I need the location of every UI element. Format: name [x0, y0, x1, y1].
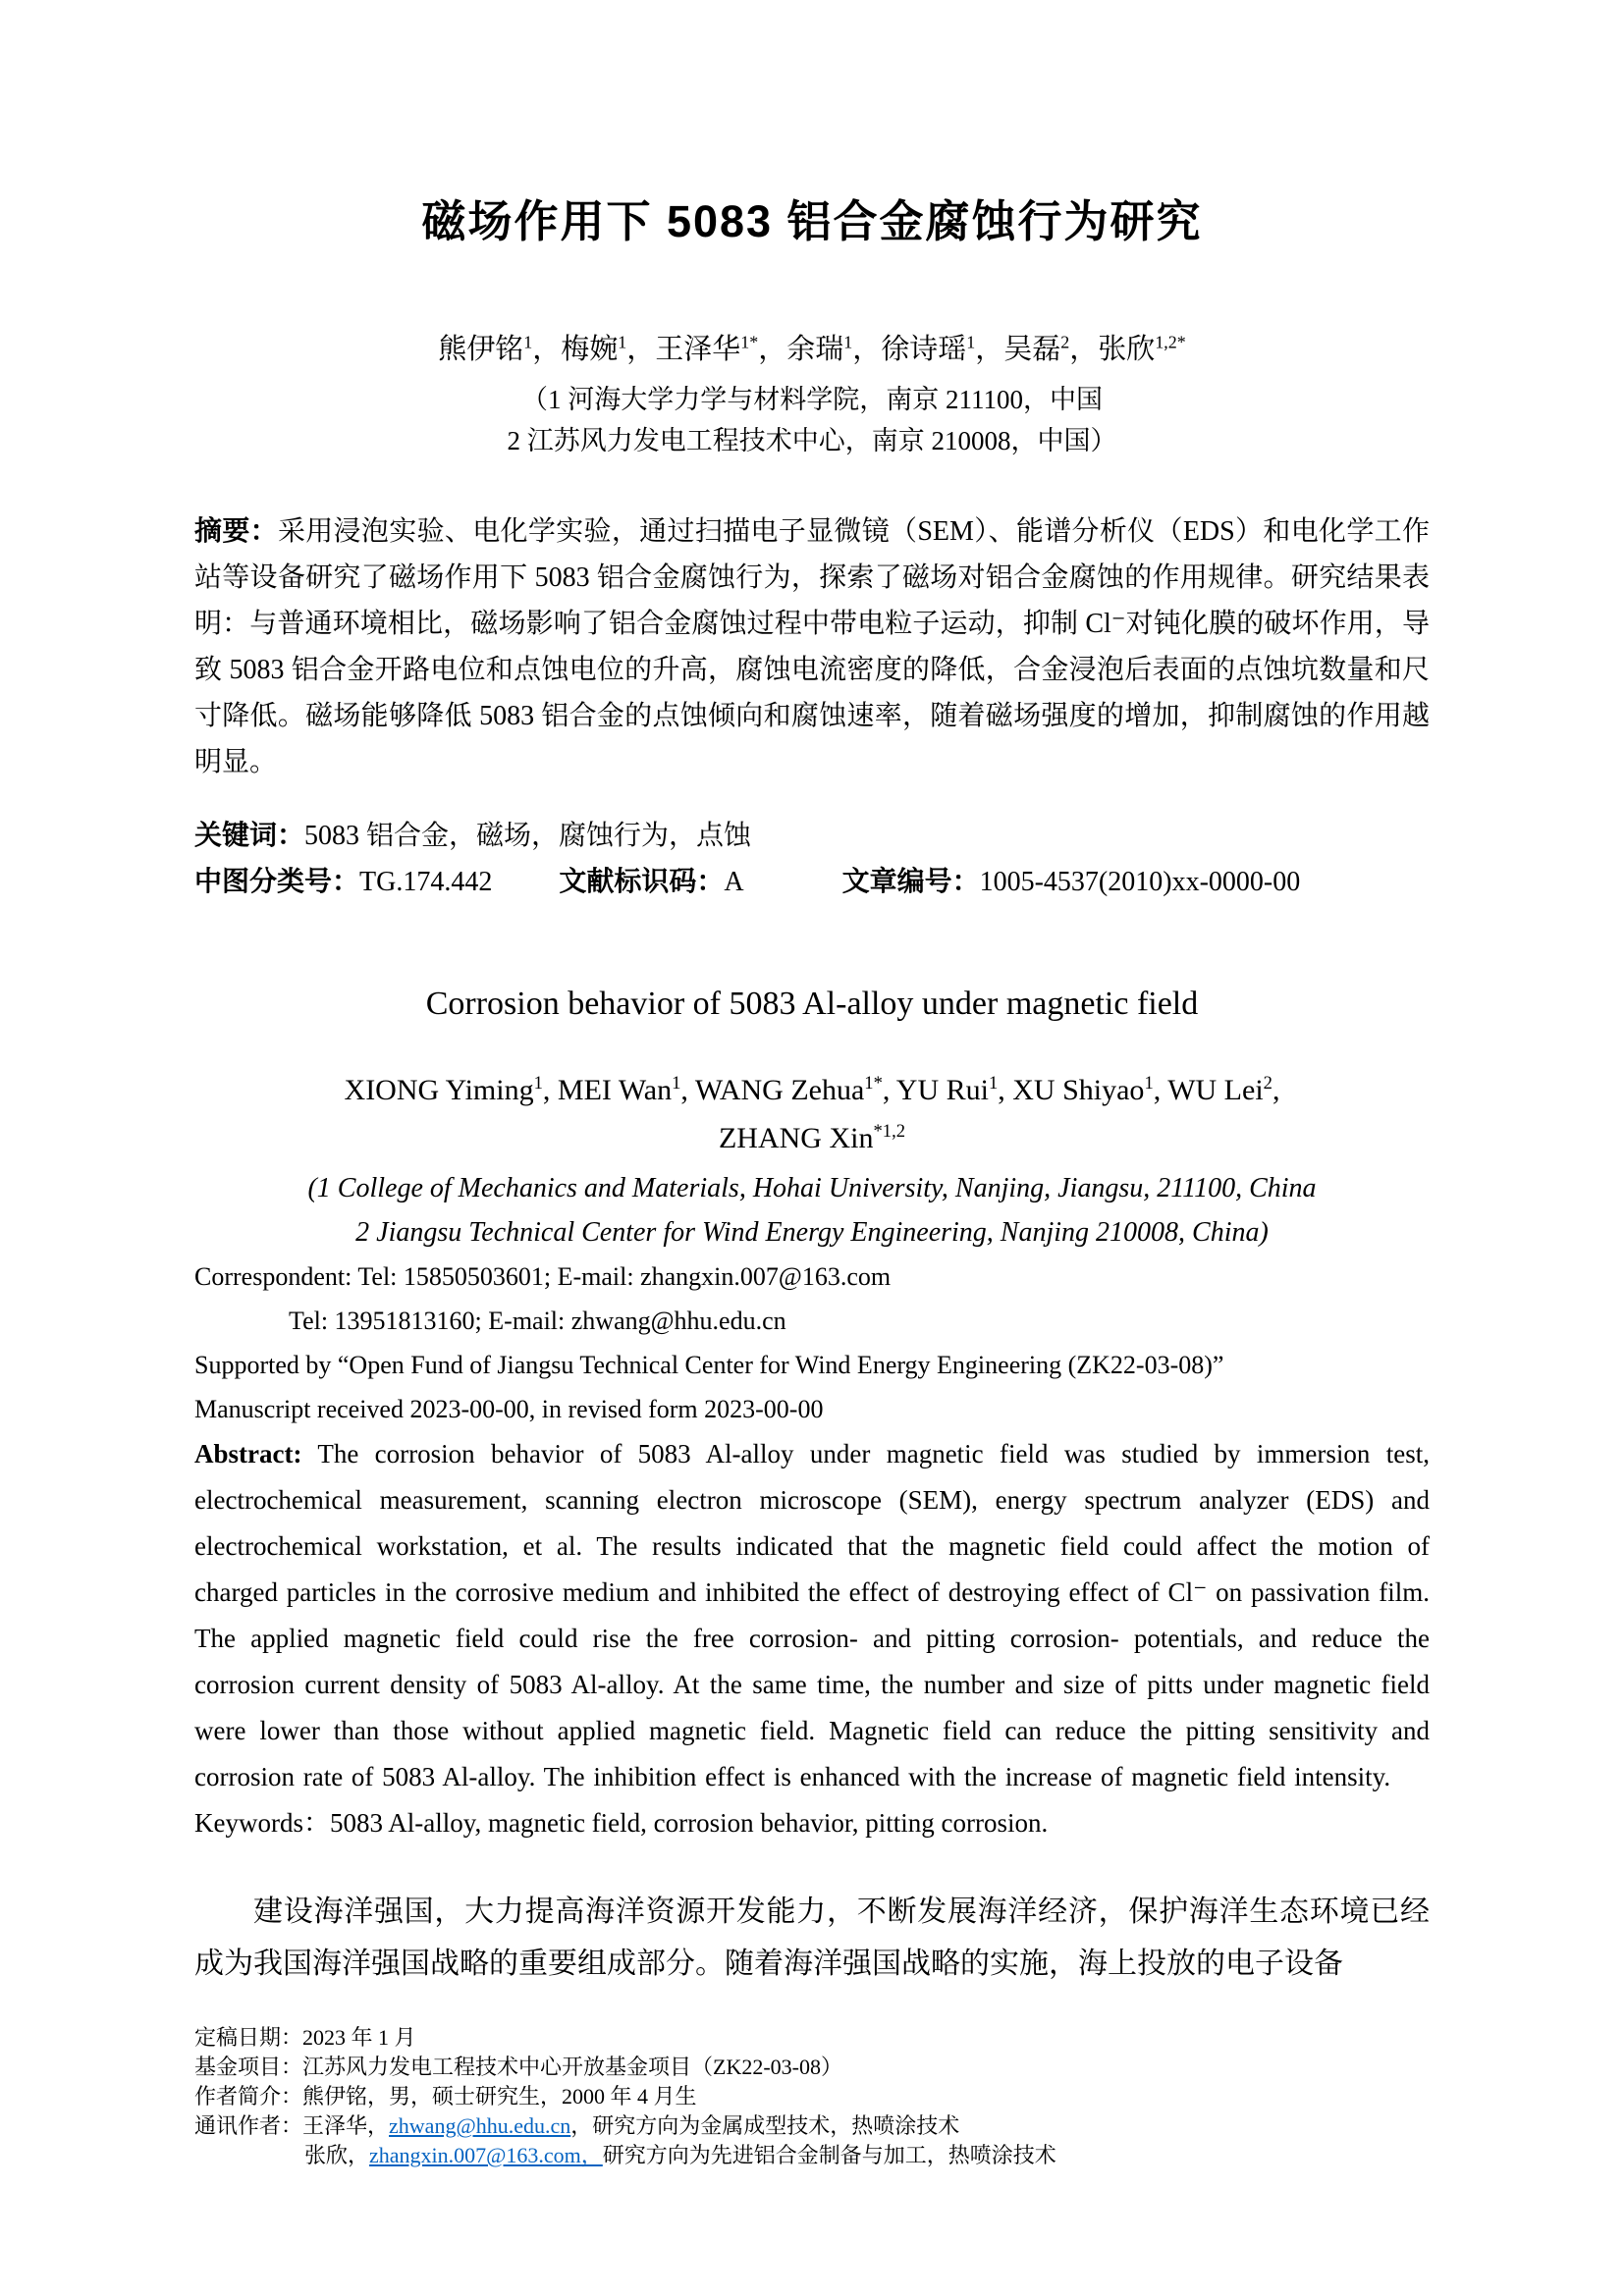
affiliation-cn-1: （1 河海大学力学与材料学院，南京 211100，中国	[521, 385, 1103, 414]
author-name: 余瑞	[786, 334, 844, 365]
author-separator: ，	[758, 334, 787, 365]
footnote-fund-value: 江苏风力发电工程技术中心开放基金项目（ZK22-03-08）	[302, 2055, 842, 2079]
author-name: MEI Wan	[557, 1074, 673, 1106]
article-id-group	[842, 867, 1301, 897]
author-en	[695, 1074, 896, 1106]
footnote-bio-label: 作者简介：	[194, 2084, 303, 2109]
classification-line	[194, 859, 1430, 905]
author-name: XU Shiyao	[1012, 1074, 1145, 1106]
footnote-bio	[194, 2082, 1430, 2111]
footnote-corr1-rest: ，研究方向为金属成型技术，热喷涂技术	[570, 2113, 960, 2138]
email-link-zhangxin[interactable]: zhangxin.007@163.com，	[369, 2143, 603, 2167]
author-name: WU Lei	[1167, 1074, 1264, 1106]
author-separator: ,	[542, 1074, 558, 1106]
footnote-date-label: 定稿日期：	[194, 2025, 303, 2050]
author-cn	[438, 334, 561, 365]
correspondent-line-2: Tel: 13951813160; E-mail: zhwang@hhu.edu.cn	[289, 1307, 786, 1335]
author-name: 梅婉	[561, 334, 619, 365]
authors-en-line-1	[194, 1066, 1430, 1114]
author-superscript: 2	[1263, 1073, 1272, 1094]
author-cn	[655, 334, 786, 365]
author-separator: ，	[975, 334, 1004, 365]
author-cn	[561, 334, 655, 365]
author-superscript: 1	[1144, 1073, 1154, 1094]
keywords-cn-text: 5083 铝合金，磁场，腐蚀行为，点蚀	[304, 821, 752, 851]
clc-label: 中图分类号：	[194, 867, 360, 897]
correspondent-line-1: Correspondent: Tel: 15850503601; E-mail: zhangxin.007@163.com	[194, 1262, 892, 1291]
footnotes	[194, 2023, 1430, 2170]
keywords-en-text: 5083 Al-alloy, magnetic field, corrosion behavior, pitting corrosion.	[329, 1808, 1049, 1838]
footnote-correspondent-1	[194, 2111, 1430, 2141]
author-superscript: 1	[988, 1073, 999, 1094]
author-cn	[1098, 334, 1185, 365]
author-name: YU Rui	[895, 1074, 989, 1106]
author-name: XIONG Yiming	[344, 1074, 534, 1106]
author-separator: ,	[680, 1074, 695, 1106]
author-superscript: 1,2*	[1155, 332, 1186, 352]
author-separator: ，	[532, 334, 562, 365]
keywords-en-label: Keywords：	[194, 1808, 330, 1838]
doc-code-label: 文献标识码：	[559, 867, 725, 897]
authors-cn	[194, 330, 1430, 369]
intro-paragraph-cn: 建设海洋强国，大力提高海洋资源开发能力，不断发展海洋经济，保护海洋生态环境已经成为我国海洋强国战略的重要组成部分。随着海洋强国战略的实施，海上投放的电子设备	[194, 1896, 1430, 1980]
footnote-corr2-name: 张欣，	[304, 2143, 370, 2167]
keywords-en	[194, 1800, 1430, 1846]
author-name: 吴磊	[1003, 334, 1061, 365]
author-en	[558, 1074, 695, 1106]
abstract-en-text: The corrosion behavior of 5083 Al-alloy under magnetic field was studied by immersion test, electrochemical measurement, scanning electron microscope (SEM), energy spectrum analyzer (EDS) and electrochemical workstation, et al. The results indicated that the magnetic field could affect the motion of charged particles in the corrosive medium and inhibited the effect of destroying effect of Cl⁻ on passivation film. The applied magnetic field could rise the free corrosion- and pitting corrosion- potentials, and reduce the corrosion current density of 5083 Al-alloy. At the same time, the number and size of pitts under magnetic field were lower than those without applied magnetic field. Magnetic field can reduce the pitting sensitivity and corrosion rate of 5083 Al-alloy. The inhibition effect is enhanced with the increase of magnetic field intensity.	[194, 1439, 1430, 1791]
footnote-corr-label: 通讯作者：	[194, 2113, 303, 2138]
paper-title-cn: 磁场作用下 5083 铝合金腐蚀行为研究	[421, 196, 1203, 246]
author-separator: ,	[882, 1074, 896, 1106]
footnote-corr2-rest: 研究方向为先进铝合金制备与加工，热喷涂技术	[602, 2143, 1056, 2167]
paper-title-en: Corrosion behavior of 5083 Al-alloy under magnetic field	[425, 986, 1199, 1022]
author-cn	[1003, 334, 1098, 365]
author-separator: ,	[998, 1074, 1013, 1106]
author-en	[719, 1122, 905, 1154]
author-superscript: 1*	[864, 1073, 883, 1094]
author-en	[896, 1074, 1012, 1106]
footnote-bio-value: 熊伊铭，男，硕士研究生，2000 年 4 月生	[302, 2084, 697, 2109]
author-separator: ，	[626, 334, 656, 365]
manuscript-received-line: Manuscript received 2023-00-00, in revised form 2023-00-00	[194, 1395, 824, 1423]
doc-code-value: A	[724, 867, 744, 897]
author-separator: ，	[852, 334, 882, 365]
author-superscript: 1	[533, 1073, 543, 1094]
author-superscript: 2	[1060, 332, 1070, 352]
abstract-cn-text: 采用浸泡实验、电化学实验，通过扫描电子显微镜（SEM）、能谱分析仪（EDS）和电化学工作站等设备研究了磁场作用下 5083 铝合金腐蚀行为，探索了磁场对铝合金腐蚀的作用规律。研究结果表明：与普通环境相比，磁场影响了铝合金腐蚀过程中带电粒子运动，抑制 Cl⁻对钝化膜的破坏作用，导致 5083 铝合金开路电位和点蚀电位的升高，腐蚀电流密度的降低，合金浸泡后表面的点蚀坑数量和尺寸降低。磁场能够降低 5083 铝合金的点蚀倾向和腐蚀速率，随着磁场强度的增加，抑制腐蚀的作用越明显。	[194, 516, 1430, 777]
author-superscript: 1*	[740, 332, 759, 352]
author-name: 熊伊铭	[438, 334, 524, 365]
author-en	[1012, 1074, 1167, 1106]
abstract-cn	[194, 508, 1430, 785]
author-name: ZHANG Xin	[718, 1122, 874, 1154]
authors-en-line-2	[194, 1114, 1430, 1162]
author-name: 徐诗瑶	[881, 334, 967, 365]
abstract-cn-label: 摘要：	[194, 516, 278, 547]
author-separator: ，	[1069, 334, 1099, 365]
article-id-label: 文章编号：	[841, 867, 980, 897]
footnote-date	[194, 2023, 1430, 2053]
abstract-en	[194, 1431, 1430, 1800]
footnote-fund	[194, 2053, 1430, 2082]
footnote-correspondent-2	[194, 2141, 1430, 2170]
authors-en	[194, 1066, 1430, 1162]
author-superscript: 1	[618, 332, 627, 352]
author-name: 王泽华	[655, 334, 741, 365]
email-link-zhwang[interactable]: zhwang@hhu.edu.cn	[389, 2113, 571, 2138]
author-en	[1167, 1074, 1279, 1106]
affiliation-en-2: 2 Jiangsu Technical Center for Wind Energy Engineering, Nanjing 210008, China)	[355, 1217, 1269, 1248]
footnote-fund-label: 基金项目：	[194, 2055, 303, 2079]
abstract-en-label: Abstract:	[194, 1439, 302, 1468]
author-name: 张欣	[1098, 334, 1156, 365]
footnote-corr1-name: 王泽华，	[302, 2113, 390, 2138]
affiliation-cn-2: 2 江苏风力发电工程技术中心，南京 210008，中国）	[507, 426, 1117, 455]
clc-group	[194, 867, 492, 897]
author-superscript: *1,2	[873, 1121, 906, 1142]
author-superscript: 1	[966, 332, 976, 352]
author-superscript: 1	[843, 332, 853, 352]
footnote-date-value: 2023 年 1 月	[302, 2025, 416, 2050]
clc-value: TG.174.442	[359, 867, 493, 897]
author-superscript: 1	[523, 332, 533, 352]
supported-by-line: Supported by “Open Fund of Jiangsu Technical Center for Wind Energy Engineering (ZK22-03-08)”	[194, 1351, 1224, 1379]
author-separator: ,	[1272, 1074, 1280, 1106]
author-cn	[786, 334, 881, 365]
keywords-cn-label: 关键词：	[194, 821, 305, 851]
author-cn	[881, 334, 1003, 365]
keywords-cn	[194, 813, 1430, 859]
author-superscript: 1	[672, 1073, 681, 1094]
article-id-value: 1005-4537(2010)xx-0000-00	[979, 867, 1301, 897]
affiliation-en-1: (1 College of Mechanics and Materials, Hohai University, Nanjing, Jiangsu, 211100, China	[307, 1173, 1317, 1203]
author-separator: ,	[1153, 1074, 1168, 1106]
author-name: WANG Zehua	[694, 1074, 865, 1106]
author-en	[345, 1074, 558, 1106]
doc-code-group	[559, 867, 743, 897]
